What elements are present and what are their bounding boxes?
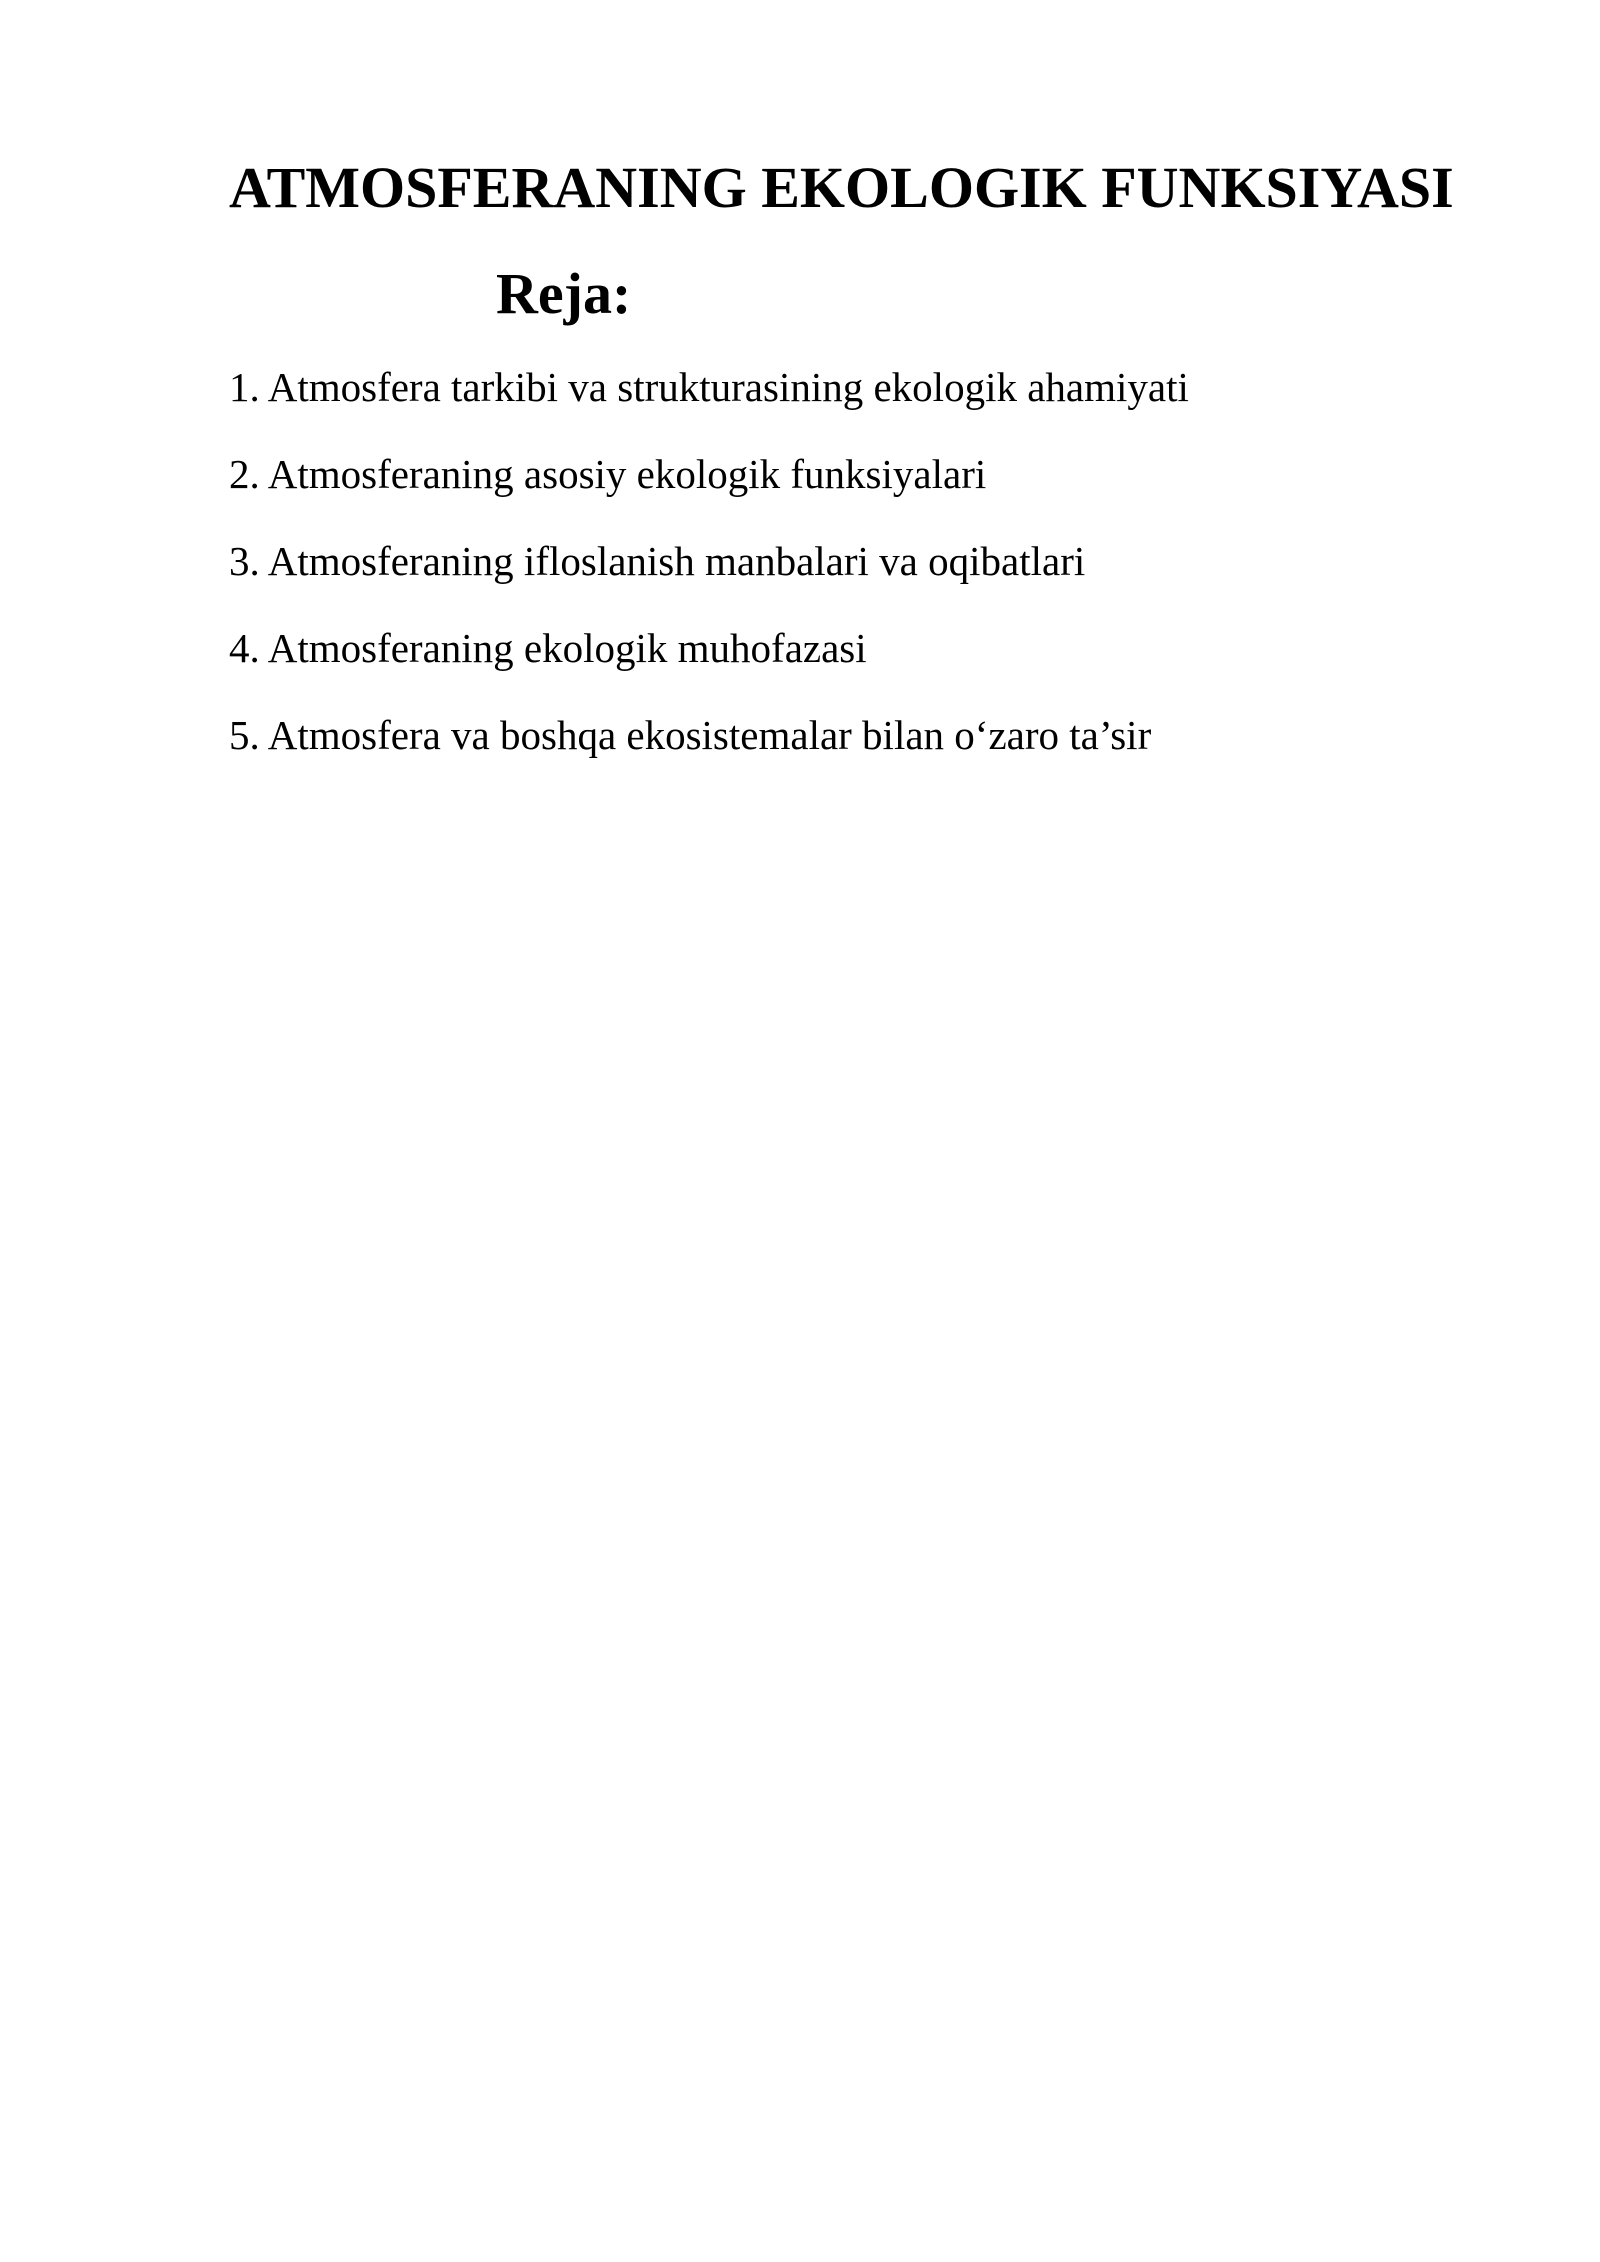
document-title: ATMOSFERANING EKOLOGIK FUNKSIYASI xyxy=(229,155,1454,220)
plan-item: 2. Atmosferaning asosiy ekologik funksiyalari xyxy=(229,451,987,497)
plan-item: 3. Atmosferaning ifloslanish manbalari va oqibatlari xyxy=(229,538,1086,584)
plan-heading: Reja: xyxy=(496,261,632,326)
plan-item: 5. Atmosfera va boshqa ekosistemalar bilan o‘zaro ta’sir xyxy=(229,712,1152,758)
plan-item: 1. Atmosfera tarkibi va strukturasining ekologik ahamiyati xyxy=(229,364,1189,410)
plan-item: 4. Atmosferaning ekologik muhofazasi xyxy=(229,625,867,671)
plan-list xyxy=(229,362,1189,797)
